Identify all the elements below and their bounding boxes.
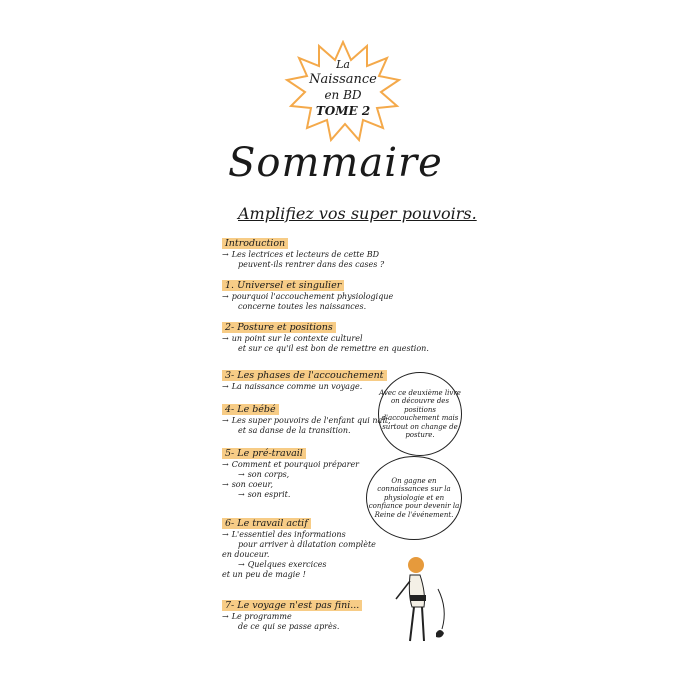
badge-line-4: TOME 2 bbox=[315, 104, 371, 118]
arrow-icon: → bbox=[238, 490, 245, 499]
arrow-icon: → bbox=[222, 292, 229, 301]
section-line-text: et sur ce qu'il est bon de remettre en question. bbox=[238, 344, 429, 353]
subtitle-text: Amplifiez vos super pouvoirs. bbox=[238, 204, 477, 223]
section-line bbox=[222, 292, 393, 302]
arrow-icon: → bbox=[222, 530, 229, 539]
section-line-text: et un peu de magie ! bbox=[222, 570, 306, 579]
section-heading bbox=[222, 448, 306, 459]
section-heading-text: 4- Le bébé bbox=[222, 404, 279, 415]
section-line bbox=[238, 470, 289, 480]
section-line-text: Les lectrices et lecteurs de cette BD bbox=[231, 250, 380, 259]
section-line bbox=[238, 540, 376, 550]
section-line-text: en douceur. bbox=[222, 550, 270, 559]
section-line bbox=[222, 550, 269, 560]
woman-illustration bbox=[380, 555, 450, 645]
speech-bubble-1: Avec ce deuxième livre on découvre des positions d'accouchement mais surtout on change de posture. bbox=[378, 372, 462, 456]
arrow-icon: → bbox=[222, 334, 229, 343]
section-line-text: de ce qui se passe après. bbox=[238, 622, 340, 631]
arrow-icon: → bbox=[238, 560, 245, 569]
section-line-text: son corps, bbox=[247, 470, 290, 479]
section-heading bbox=[222, 404, 279, 415]
arrow-icon: → bbox=[222, 460, 229, 469]
section-line bbox=[222, 382, 362, 392]
speech-bubble-2: On gagne en connaissances sur la physiologie et en confiance pour devenir la Reine de l'événement. bbox=[366, 456, 462, 540]
section-heading-text: 3- Les phases de l'accouchement bbox=[222, 370, 387, 381]
section-heading-text: 2- Posture et positions bbox=[222, 322, 336, 333]
badge-line-1: La bbox=[336, 58, 350, 71]
arrow-icon: → bbox=[222, 250, 229, 259]
section-line bbox=[238, 426, 351, 436]
badge-line-2: Naissance bbox=[309, 72, 377, 87]
section-line bbox=[238, 260, 384, 270]
section-heading-text: 5- Le pré-travail bbox=[222, 448, 306, 459]
tome-badge bbox=[283, 40, 403, 142]
section-line bbox=[222, 416, 391, 426]
section-heading bbox=[222, 238, 288, 249]
badge-line-3: en BD bbox=[324, 88, 362, 102]
section-line bbox=[238, 344, 429, 354]
section-line bbox=[222, 480, 273, 490]
section-line-text: Les super pouvoirs de l'enfant qui naît, bbox=[231, 416, 391, 425]
section-line-text: et sa danse de la transition. bbox=[238, 426, 351, 435]
section-line-text: un point sur le contexte culturel bbox=[231, 334, 363, 343]
page-title: Sommaire bbox=[228, 140, 443, 186]
section-line bbox=[222, 250, 379, 260]
section-line bbox=[222, 570, 306, 580]
section-line bbox=[238, 490, 290, 500]
section-line-text: Quelques exercices bbox=[247, 560, 327, 569]
section-heading bbox=[222, 322, 336, 333]
section-heading-text: 6- Le travail actif bbox=[222, 518, 311, 529]
section-heading-text: 1. Universel et singulier bbox=[222, 280, 344, 291]
section-line bbox=[222, 530, 346, 540]
arrow-icon: → bbox=[238, 470, 245, 479]
arrow-icon: → bbox=[222, 416, 229, 425]
section-line bbox=[222, 334, 363, 344]
section-line bbox=[238, 302, 366, 312]
section-line-text: son esprit. bbox=[247, 490, 291, 499]
arrow-icon: → bbox=[222, 612, 229, 621]
section-line bbox=[222, 612, 292, 622]
section-line-text: concerne toutes les naissances. bbox=[238, 302, 367, 311]
section-line-text: son coeur, bbox=[231, 480, 273, 489]
section-heading bbox=[222, 518, 311, 529]
section-heading bbox=[222, 370, 387, 381]
section-heading-text: Introduction bbox=[222, 238, 288, 249]
arrow-icon: → bbox=[222, 480, 229, 489]
section-line-text: peuvent-ils rentrer dans des cases ? bbox=[238, 260, 385, 269]
arrow-icon: → bbox=[222, 382, 229, 391]
section-line-text: La naissance comme un voyage. bbox=[231, 382, 363, 391]
section-line-text: pour arriver à dilatation complète bbox=[238, 540, 376, 549]
section-heading bbox=[222, 600, 362, 611]
section-line-text: Comment et pourquoi préparer bbox=[231, 460, 360, 469]
section-line-text: L'essentiel des informations bbox=[231, 530, 346, 539]
section-heading bbox=[222, 280, 344, 291]
section-heading-text: 7- Le voyage n'est pas fini... bbox=[222, 600, 362, 611]
section-line bbox=[238, 560, 327, 570]
section-line bbox=[222, 460, 359, 470]
section-line-text: Le programme bbox=[231, 612, 292, 621]
subtitle bbox=[238, 204, 477, 223]
section-line bbox=[238, 622, 339, 632]
section-line-text: pourquoi l'accouchement physiologique bbox=[231, 292, 394, 301]
